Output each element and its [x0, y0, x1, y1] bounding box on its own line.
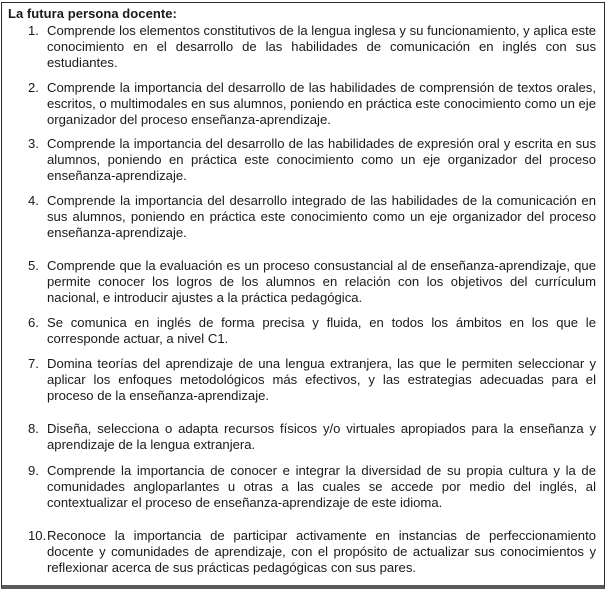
item-number: 8.: [28, 421, 39, 436]
list-item: [28, 258, 600, 307]
list-item: [28, 421, 600, 453]
item-text: Reconoce la importancia de participar activamente en instancias de perfeccionamiento docente y comunidades de aprendizaje, con el propósito de actualizar sus conocimientos y reflexionar acerca de sus prácticas pedagógicas con sus pares.: [47, 528, 596, 576]
item-number: 7.: [28, 356, 39, 371]
list-item: [28, 315, 600, 347]
list-item: [28, 463, 600, 512]
item-number: 10.: [28, 528, 47, 543]
item-text: Comprende que la evaluación es un proceso consustancial al de enseñanza-aprendizaje, que permite conocer los logros de los alumnos en relación con los objetivos del currículum nacional, e introducir ajustes a la práctica pedagógica.: [47, 258, 596, 306]
item-text: Domina teorías del aprendizaje de una lengua extranjera, las que le permiten seleccionar y aplicar los enfoques metodológicos más efectivos, y las estrategias adecuadas para el proceso de la enseñanza-aprendizaje.: [47, 356, 596, 404]
item-text: Comprende la importancia de conocer e integrar la diversidad de su propia cultura y la de comunidades angloparlantes u otras a las cuales se accede por medio del inglés, al contextualizar el proceso de enseñanza-aprendizaje de este idioma.: [47, 463, 596, 511]
item-number: 5.: [28, 258, 39, 273]
item-text: Comprende los elementos constitutivos de la lengua inglesa y su funcionamiento, y aplica este conocimiento en el desarrollo de las habilidades de comunicación en inglés con sus estudiantes.: [47, 23, 596, 71]
item-text: Comprende la importancia del desarrollo de las habilidades de expresión oral y escrita en sus alumnos, poniendo en práctica este conocimiento como un eje organizador del proceso enseñanza-aprendizaje.: [47, 136, 596, 184]
item-text: Se comunica en inglés de forma precisa y fluida, en todos los ámbitos en los que le corresponde actuar, a nivel C1.: [47, 315, 596, 347]
item-number: 3.: [28, 136, 39, 151]
list-item: [28, 136, 600, 185]
list-item: [28, 528, 600, 577]
item-number: 4.: [28, 193, 39, 208]
item-number: 6.: [28, 315, 39, 330]
list-item: [28, 193, 600, 242]
item-number: 2.: [28, 80, 39, 95]
item-text: Comprende la importancia del desarrollo de las habilidades de comprensión de textos orales, escritos, o multimodales en sus alumnos, poniendo en práctica este conocimiento como un eje organizador del proceso enseñanza-aprendizaje.: [47, 80, 596, 128]
item-text: Diseña, selecciona o adapta recursos físicos y/o virtuales apropiados para la enseñanza y aprendizaje de la lengua extranjera.: [47, 421, 596, 453]
item-number: 9.: [28, 463, 39, 478]
document-title: La futura persona docente:: [8, 6, 177, 21]
list-item: [28, 80, 600, 129]
list-item: [28, 356, 600, 405]
item-text: Comprende la importancia del desarrollo integrado de las habilidades de la comunicación en sus alumnos, poniendo en práctica este conocimiento como un eje organizador del proceso enseñanza-aprendizaje.: [47, 193, 596, 241]
item-number: 1.: [28, 23, 39, 38]
document-frame: [1, 2, 605, 589]
list-item: [28, 23, 600, 72]
